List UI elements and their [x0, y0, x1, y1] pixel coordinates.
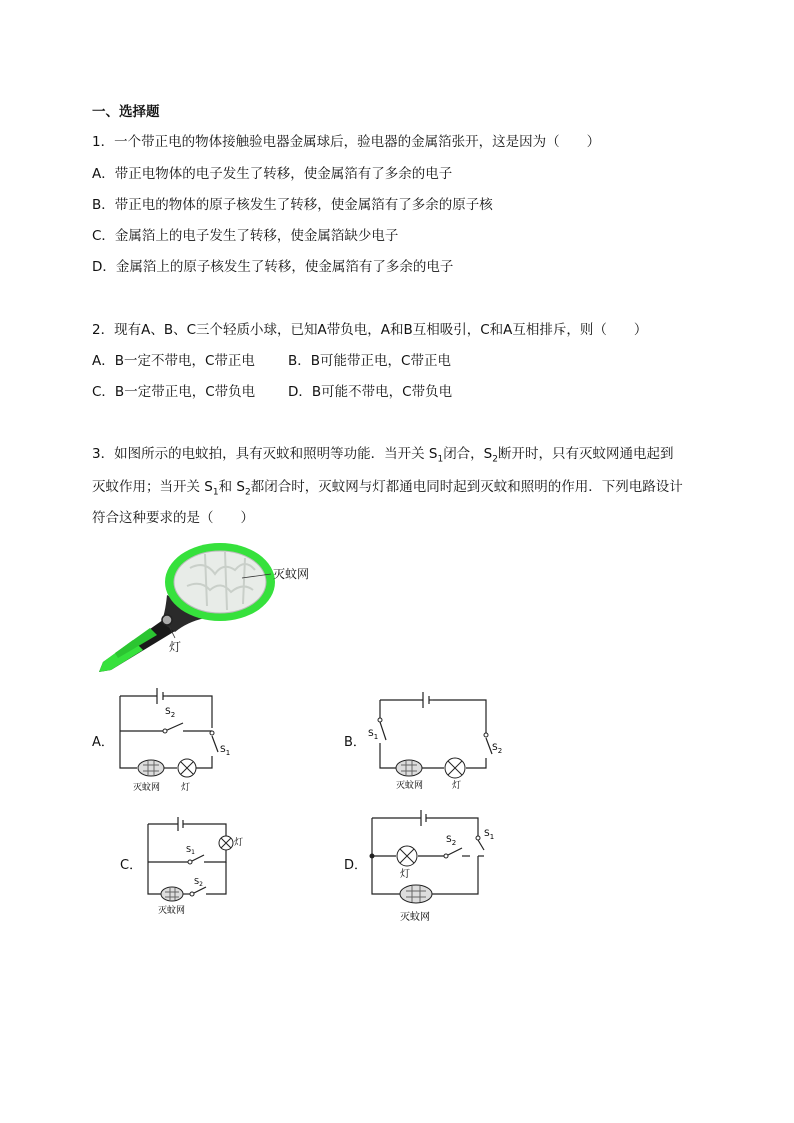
svg-text:S2	[165, 707, 175, 719]
circuit-c-s2: S	[194, 877, 200, 886]
circuit-b-lamp-label: 灯	[452, 781, 462, 791]
circuit-a-s2: S	[165, 707, 171, 717]
question-3-stem-line2	[92, 478, 683, 502]
circuit-a-s2-sub: 2	[170, 711, 176, 719]
q3-sub-2: 2	[492, 454, 498, 465]
svg-text:S1	[368, 729, 378, 741]
circuit-c-net-label: 灭蚊网	[158, 906, 186, 916]
circuit-c-diagram	[140, 814, 250, 918]
question-2-option-c: C．B一定带正电，C带负电	[92, 384, 256, 400]
circuit-c-s1-sub: 1	[191, 849, 195, 856]
circuit-b-s2-sub: 2	[497, 747, 503, 755]
racket-net	[174, 551, 266, 613]
circuit-a-lamp-label: 灯	[181, 783, 191, 793]
circuit-d-diagram	[366, 808, 506, 926]
circuit-b-diagram	[368, 688, 503, 796]
circuit-a-s1: S	[220, 745, 226, 755]
circuit-a-diagram	[115, 686, 235, 798]
q3-sub-l2-2: 2	[244, 487, 251, 498]
svg-text:S1	[220, 745, 230, 757]
circuit-d-s2: S	[446, 835, 452, 845]
circuit-c-s2-sub: 2	[199, 881, 203, 888]
circuit-b-s1-sub: 1	[373, 733, 379, 741]
q3-text-l2b: 和 S	[218, 479, 245, 495]
mosquito-racket-photo	[95, 540, 320, 675]
question-1-stem: 1．一个带正电的物体接触验电器金属球后，验电器的金属箔张开，这是因为（ ）	[92, 134, 601, 150]
svg-text:S1	[484, 829, 494, 841]
question-3-stem-line3: 符合这种要求的是（ ）	[92, 510, 254, 526]
question-3-stem-line1	[92, 445, 674, 469]
question-2-option-d: D．B可能不带电，C带负电	[288, 384, 453, 400]
circuit-d-s1-sub: 1	[489, 833, 495, 841]
svg-text:S2	[492, 743, 502, 755]
question-2-option-a: A．B一定不带电，C带正电	[92, 353, 255, 369]
circuit-d-label: D．	[344, 858, 368, 873]
net-symbol	[396, 760, 422, 776]
photo-net-label: 灭蚊网	[273, 567, 310, 581]
question-2-option-b: B．B可能带正电，C带正电	[288, 353, 451, 369]
svg-text:S2	[446, 835, 456, 847]
circuit-d-net-label: 灭蚊网	[400, 912, 430, 923]
net-symbol	[161, 887, 183, 901]
circuit-d-lamp-label: 灯	[400, 869, 410, 880]
photo-lamp-label: 灯	[169, 640, 182, 654]
circuit-a-s1-sub: 1	[225, 749, 231, 757]
question-1-option-c: C．金属箔上的电子发生了转移，使金属箔缺少电子	[92, 228, 399, 244]
circuit-a-label: A．	[92, 735, 114, 750]
q3-text-c: 断开时，只有灭蚊网通电起到	[498, 446, 674, 462]
circuit-d-s2-sub: 2	[451, 839, 457, 847]
circuit-c-s1: S	[186, 845, 192, 854]
question-1-option-b: B．带正电的物体的原子核发生了转移，使金属箔有了多余的原子核	[92, 197, 493, 213]
q3-text-l2c: 都闭合时，灭蚊网与灯都通电同时起到灭蚊和照明的作用．下列电路设计	[250, 479, 683, 495]
net-symbol	[138, 760, 164, 776]
svg-text:S1	[186, 845, 195, 856]
question-1-option-d: D．金属箔上的原子核发生了转移，使金属箔有了多余的电子	[92, 259, 454, 275]
question-1-option-a: A．带正电物体的电子发生了转移，使金属箔有了多余的电子	[92, 166, 453, 182]
net-symbol	[400, 885, 432, 903]
q3-sub-l2-1: 1	[212, 487, 219, 498]
question-2-stem: 2．现有A、B、C三个轻质小球，已知A带负电，A和B互相吸引，C和A互相排斥，则（ ）	[92, 322, 648, 338]
circuit-d-s1: S	[484, 829, 490, 839]
circuit-c-lamp-label: 灯	[234, 838, 244, 848]
q3-sub-1: 1	[437, 454, 444, 465]
circuit-b-net-label: 灭蚊网	[396, 781, 424, 791]
circuit-b-s1: S	[368, 729, 374, 739]
svg-text:S2	[194, 877, 203, 888]
circuit-b-label: B．	[344, 735, 366, 750]
q3-text-l2a: 灭蚊作用；当开关 S	[92, 479, 213, 495]
q3-text-a: 3．如图所示的电蚊拍，具有灭蚊和照明等功能．当开关 S	[92, 446, 438, 462]
section-title: 一、选择题	[92, 104, 160, 120]
lamp-bulb	[162, 615, 172, 625]
q3-text-b: 闭合，S	[443, 446, 493, 462]
circuit-b-s2: S	[492, 743, 498, 753]
circuit-a-net-label: 灭蚊网	[133, 783, 161, 793]
circuit-c-label: C．	[120, 858, 143, 873]
